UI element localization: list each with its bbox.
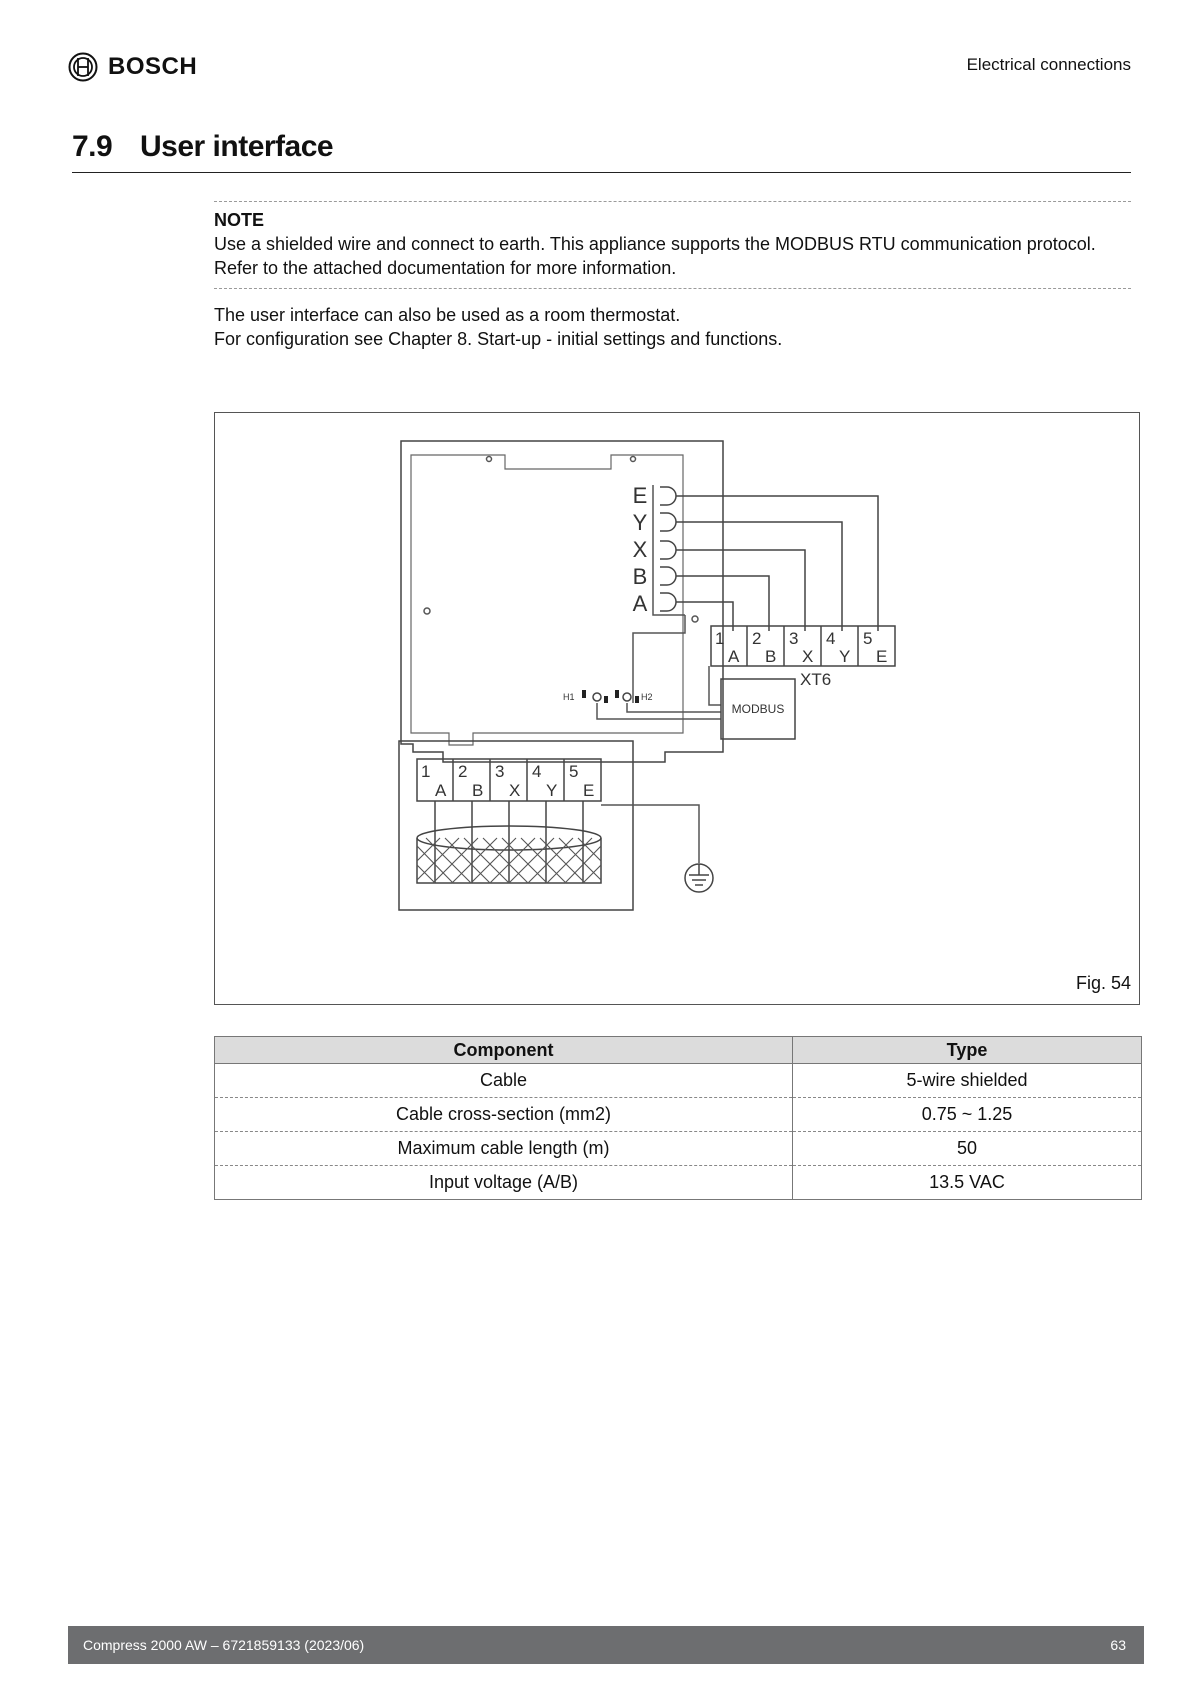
body-text xyxy=(214,303,782,351)
ui-num-2: 2 xyxy=(458,762,468,781)
ui-num-3: 3 xyxy=(495,762,505,781)
shielded-cable xyxy=(417,801,601,883)
ui-num-1: 1 xyxy=(421,762,431,781)
page-footer xyxy=(68,1626,1144,1664)
xt6-label: XT6 xyxy=(800,670,832,689)
table-cell: Input voltage (A/B) xyxy=(215,1166,793,1200)
xt6-num-3: 3 xyxy=(789,629,799,648)
note-label: NOTE xyxy=(214,210,265,230)
h2-label: H2 xyxy=(641,692,653,702)
wiring-figure xyxy=(214,412,1140,1005)
xt6-letter-b: B xyxy=(765,647,777,666)
note-text: Use a shielded wire and connect to earth. This appliance supports the MODBUS RTU communication protocol. Refer to the attached documentation for more information. xyxy=(214,234,1096,278)
xt6-letter-x: X xyxy=(802,647,814,666)
h1-h2-indicators xyxy=(563,690,653,703)
table-header-row xyxy=(215,1037,1142,1064)
board-pin-b: B xyxy=(632,564,648,589)
ui-num-5: 5 xyxy=(569,762,579,781)
modbus-label: MODBUS xyxy=(731,702,785,716)
brand-logo xyxy=(68,52,197,82)
footer-document-id: Compress 2000 AW – 6721859133 (2023/06) xyxy=(83,1637,365,1653)
header-section-name: Electrical connections xyxy=(966,55,1131,74)
xt6-num-4: 4 xyxy=(826,629,836,648)
spec-table xyxy=(214,1036,1142,1200)
board-pin-a: A xyxy=(632,591,648,616)
page-title xyxy=(72,130,333,164)
xt6-num-1: 1 xyxy=(715,629,725,648)
h1-label: H1 xyxy=(563,692,575,702)
bosch-armature-icon xyxy=(68,52,98,82)
table-cell: Cable cross-section (mm2) xyxy=(215,1098,793,1132)
ui-terminal xyxy=(417,759,601,801)
table-row xyxy=(215,1166,1142,1200)
table-cell: Maximum cable length (m) xyxy=(215,1132,793,1166)
table-cell: 5-wire shielded xyxy=(793,1064,1142,1098)
xt6-letter-e: E xyxy=(876,647,888,666)
ui-letter-x: X xyxy=(509,781,521,800)
table-cell: Cable xyxy=(215,1064,793,1098)
board-connector xyxy=(660,487,676,611)
xt6-num-5: 5 xyxy=(863,629,873,648)
wire-x xyxy=(676,550,805,631)
body-line-1: The user interface can also be used as a room thermostat. xyxy=(214,305,681,325)
brand-name: BOSCH xyxy=(108,53,198,80)
board-pin-labels xyxy=(633,483,648,616)
figure-caption: Fig. 54 xyxy=(1075,973,1131,993)
board-pin-e: E xyxy=(632,483,648,508)
section-number: 7.9 xyxy=(72,130,113,163)
board-pin-y: Y xyxy=(632,510,648,535)
wiring-diagram xyxy=(215,413,1139,1004)
note-box xyxy=(214,201,1131,289)
header-type: Type xyxy=(793,1037,1142,1064)
control-board-outline xyxy=(401,441,723,762)
table-row xyxy=(215,1098,1142,1132)
wire-e xyxy=(676,496,878,631)
earth-ground-icon xyxy=(685,864,713,892)
modbus-module xyxy=(721,679,795,739)
table-cell: 13.5 VAC xyxy=(793,1166,1142,1200)
xt6-letter-y: Y xyxy=(839,647,851,666)
table-row xyxy=(215,1064,1142,1098)
table-row xyxy=(215,1132,1142,1166)
section-title-text: User interface xyxy=(140,130,334,163)
ui-num-4: 4 xyxy=(532,762,542,781)
body-line-2: For configuration see Chapter 8. Start-up - initial settings and functions. xyxy=(214,329,783,349)
xt6-letter-a: A xyxy=(728,647,740,666)
ui-letter-y: Y xyxy=(546,781,558,800)
table-cell: 50 xyxy=(793,1132,1142,1166)
xt6-num-2: 2 xyxy=(752,629,762,648)
ui-letter-a: A xyxy=(435,781,447,800)
board-pin-x: X xyxy=(632,537,648,562)
ui-letter-b: B xyxy=(472,781,484,800)
title-divider xyxy=(72,172,1131,173)
table-cell: 0.75 ~ 1.25 xyxy=(793,1098,1142,1132)
header-component: Component xyxy=(215,1037,793,1064)
page-number: 63 xyxy=(1110,1637,1126,1653)
ui-letter-e: E xyxy=(583,781,595,800)
